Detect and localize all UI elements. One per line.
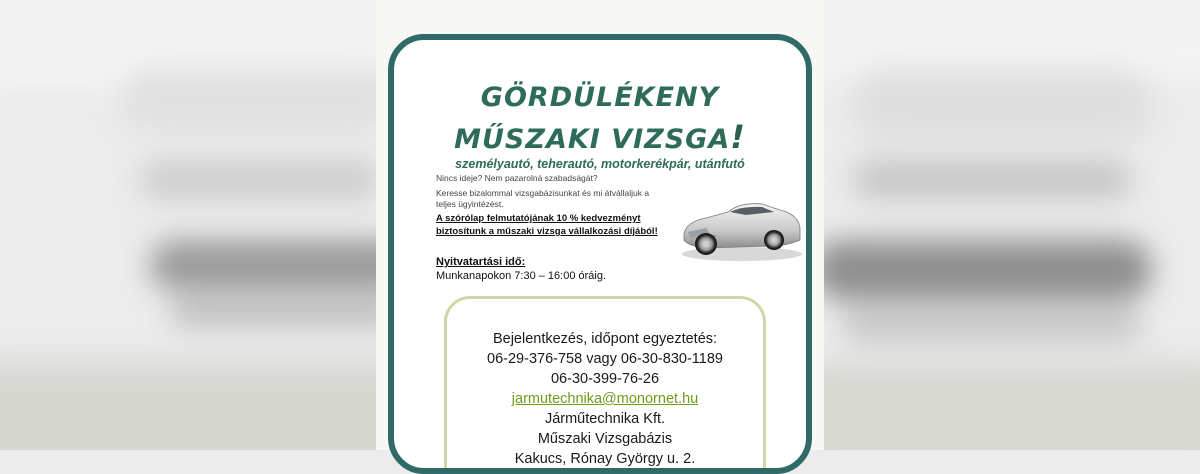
contact-phones-2: 06-30-399-76-26 — [550, 371, 660, 387]
blurred-backdrop-right — [812, 0, 1200, 450]
discount-promo: A szórólap felmutatójának 10 % kedvezményt biztosítunk a műszaki vizsga vállalkozási díjából! — [436, 213, 658, 237]
facility-name: Műszaki Vizsgabázis — [537, 431, 673, 447]
contact-phones-1: 06-29-376-758 vagy 06-30-830-1189 — [487, 351, 723, 367]
flyer-frame — [388, 34, 812, 474]
flyer-title-exclamation: ! — [730, 118, 746, 156]
opening-hours-label: Nyitvatartási idő: — [436, 256, 526, 268]
silver-convertible-car-icon — [676, 188, 806, 264]
facility-address: Kakucs, Rónay György u. 2. — [514, 451, 696, 467]
contact-box — [444, 296, 766, 474]
blurred-backdrop-left — [0, 0, 388, 450]
contact-email-link[interactable]: jarmutechnika@monornet.hu — [511, 391, 699, 407]
flyer-title-line2-text: MŰSZAKI VIZSGA — [454, 124, 731, 155]
flyer-title-line1: GÖRDÜLÉKENY — [480, 82, 720, 113]
vehicle-types-subtitle: személyautó, teherautó, motorkerékpár, utánfutó — [455, 157, 745, 171]
intro-offer: Keresse bizalommal vizsgabázisunkat és mi átvállaljuk a teljes ügyintézést. — [436, 188, 650, 209]
intro-question: Nincs ideje? Nem pazarolná szabadságát? — [436, 173, 598, 183]
opening-hours-text: Munkanapokon 7:30 – 16:00 óráig. — [436, 270, 607, 282]
contact-heading: Bejelentkezés, időpont egyeztetés: — [492, 331, 718, 347]
company-name: Járműtechnika Kft. — [544, 411, 666, 427]
flyer-title-line2 — [394, 118, 806, 156]
